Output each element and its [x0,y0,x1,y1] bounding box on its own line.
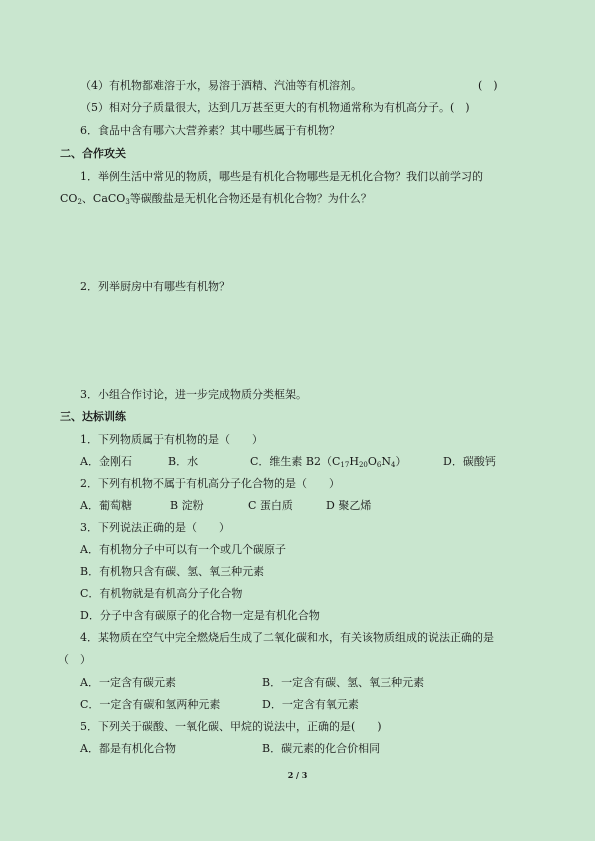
test-1-option-c [250,455,406,469]
test-4-option-b: B．一定含有碳、氢、氧三种元素 [262,676,425,689]
subscript: 17 [340,461,350,469]
subscript: 6 [376,461,382,469]
test-5: 5．下列关于碳酸、一氧化碳、甲烷的说法中，正确的是( ) [80,720,382,733]
element-symbol: H [349,455,359,468]
test-2-option-a: A．葡萄糖 [80,499,132,512]
test-4-line-1: 4．某物质在空气中完全燃烧后生成了二氧化碳和水，有关该物质组成的说法正确的是 [80,631,494,644]
test-2-option-c: C 蛋白质 [248,499,293,512]
test-1-option-b: B．水 [168,455,199,468]
test-3-option-b: B．有机物只含有碳、氢、氧三种元素 [80,565,265,578]
subscript: 4 [390,461,396,469]
test-3-option-c: C．有机物就是有机高分子化合物 [80,587,243,600]
test-4-option-a: A．一定含有碳元素 [80,676,176,689]
test-2-option-d: D 聚乙烯 [326,499,372,512]
formula-co2-subscript: 2 [77,198,82,206]
formula-co2: CO [60,192,78,205]
test-3: 3．下列说法正确的是（ ） [80,521,230,534]
test-4-line-2: （ ） [58,653,91,666]
test-2: 2．下列有机物不属于有机高分子化合物的是（ ） [80,477,340,490]
section-2-heading: 二、合作攻关 [60,147,126,160]
test-5-option-b: B．碳元素的化合价相同 [262,742,381,755]
test-3-option-a: A．有机物分子中可以有一个或几个碳原子 [80,543,286,556]
test-1-option-d: D．碳酸钙 [443,455,496,468]
question-5: （5）相对分子质量很大，达到几万甚至更大的有机物通常称为有机高分子。( ) [80,101,470,114]
section-2-item-1-line-1: 1．举例生活中常见的物质，哪些是有机化合物哪些是无机化合物？我们以前学习的 [80,170,483,183]
test-5-option-a: A．都是有机化合物 [80,742,176,755]
question-4-paren: ( ) [478,79,498,92]
page-number: 2 / 3 [287,770,308,780]
section-2-item-1-line-2 [60,192,372,206]
question-6: 6．食品中含有哪六大营养素？其中哪些属于有机物？ [80,124,340,137]
element-symbol: O [367,455,377,468]
section-2-item-1-line-2-text: 等碳酸盐是无机化合物还是有机化合物？为什么？ [129,192,372,205]
test-4-option-d: D．一定含有氧元素 [262,698,359,711]
formula-caco3-subscript: 3 [125,198,130,206]
test-1-option-a: A．金刚石 [80,455,132,468]
test-4-option-c: C．一定含有碳和氢两种元素 [80,698,221,711]
test-1: 1．下列物质属于有机物的是（ ） [80,433,263,446]
section-2-item-3: 3．小组合作讨论，进一步完成物质分类框架。 [80,388,307,401]
element-symbol: N [381,455,391,468]
test-2-option-b: B 淀粉 [170,499,204,512]
option-c-prefix: C．维生素 B2（C [250,455,341,468]
test-3-option-d: D．分子中含有碳原子的化合物一定是有机化合物 [80,609,320,622]
section-3-heading: 三、达标训练 [60,410,126,423]
question-4: （4）有机物都难溶于水，易溶于酒精、汽油等有机溶剂。 [80,79,362,92]
subscript: 20 [358,461,368,469]
option-c-suffix: ） [395,455,407,468]
section-2-item-2: 2．列举厨房中有哪些有机物？ [80,280,230,293]
formula-caco3: 、CaCO [81,192,126,205]
